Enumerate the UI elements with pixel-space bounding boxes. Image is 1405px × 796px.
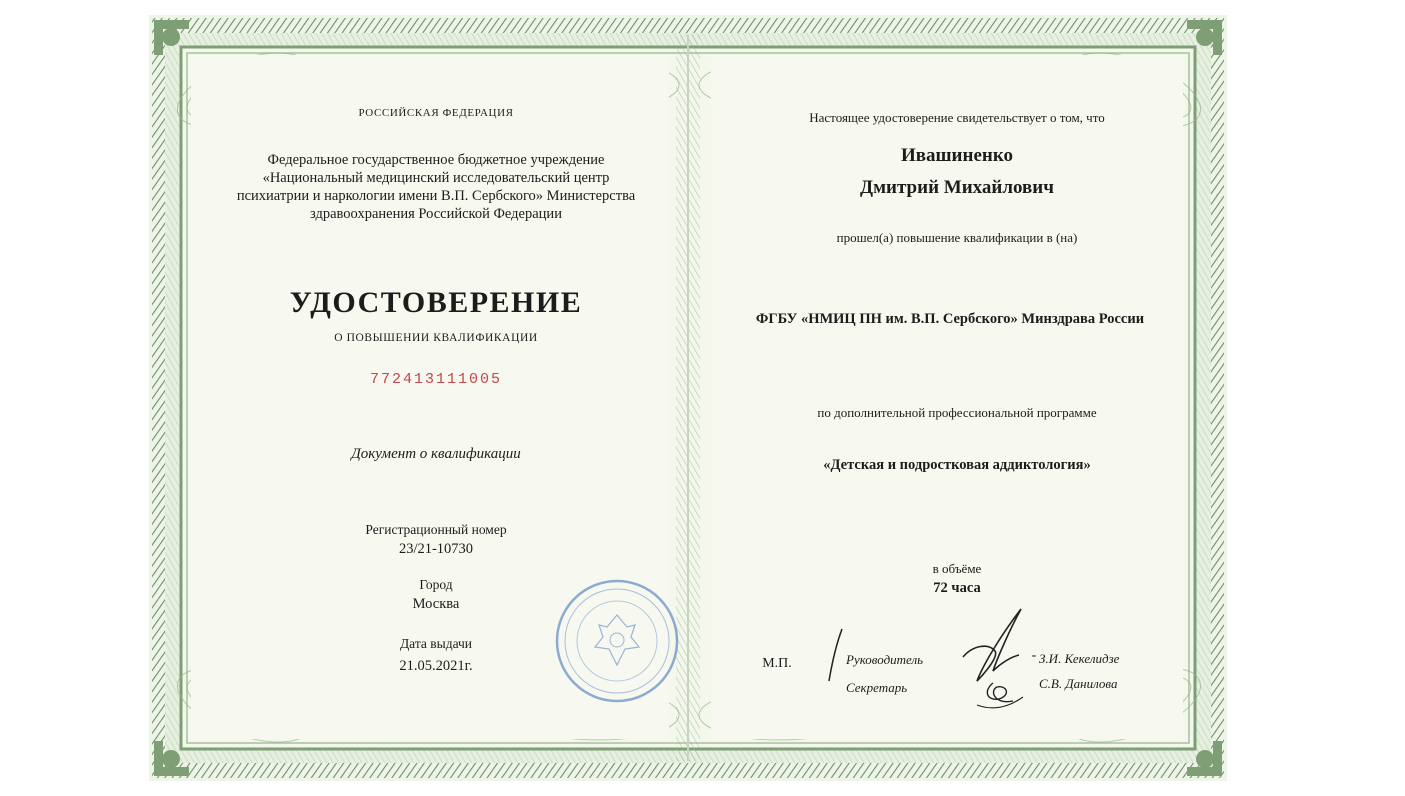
document-type: Документ о квалификации [351, 446, 521, 462]
program-intro: по дополнительной профессиональной программе [817, 405, 1097, 420]
holder-given-names: Дмитрий Михайлович [860, 177, 1054, 198]
org-line: «Национальный медицинский исследовательский центр [262, 170, 610, 186]
seal-place-label: М.П. [762, 656, 792, 671]
city-label: Город [419, 577, 453, 592]
program-name: «Детская и подростковая аддиктология» [823, 457, 1091, 473]
org-line: Федеральное государственное бюджетное учреждение [267, 152, 605, 168]
document-subtitle: О ПОВЫШЕНИИ КВАЛИФИКАЦИИ [334, 332, 538, 344]
official-seal-stamp [553, 577, 681, 705]
volume-label: в объёме [932, 561, 982, 576]
issuing-organization [226, 151, 646, 223]
stroke-mark [826, 625, 846, 685]
city-value: Москва [412, 596, 460, 612]
secretary-name: С.В. Данилова [1039, 676, 1118, 691]
org-line: здравоохранения Российской Федерации [310, 206, 562, 222]
secretary-role-label: Секретарь [846, 680, 908, 695]
head-role-label: Руководитель [846, 652, 924, 667]
passed-text: прошел(а) повышение квалификации в (на) [836, 230, 1078, 245]
registration-label: Регистрационный номер [365, 522, 507, 537]
dash-mark: - [1031, 648, 1037, 663]
holder-surname: Ивашиненко [900, 145, 1014, 166]
form-serial-number: 772413111005 [369, 371, 503, 388]
country-heading: РОССИЙСКАЯ ФЕДЕРАЦИЯ [358, 107, 514, 119]
document-title: УДОСТОВЕРЕНИЕ [289, 286, 583, 319]
intro-text: Настоящее удостоверение свидетельствует о том, что [809, 110, 1105, 125]
registration-number: 23/21-10730 [398, 541, 474, 557]
head-name: З.И. Кекелидзе [1039, 651, 1120, 666]
issue-date: 21.05.2021г. [399, 658, 473, 674]
head-signature [953, 605, 1033, 715]
org-line: психиатрии и наркологии имени В.П. Сербского» Министерства [236, 188, 636, 204]
training-institution: ФГБУ «НМИЦ ПН им. В.П. Сербского» Минздрава России [755, 311, 1145, 327]
volume-hours: 72 часа [933, 580, 981, 596]
issue-date-label: Дата выдачи [399, 636, 473, 651]
